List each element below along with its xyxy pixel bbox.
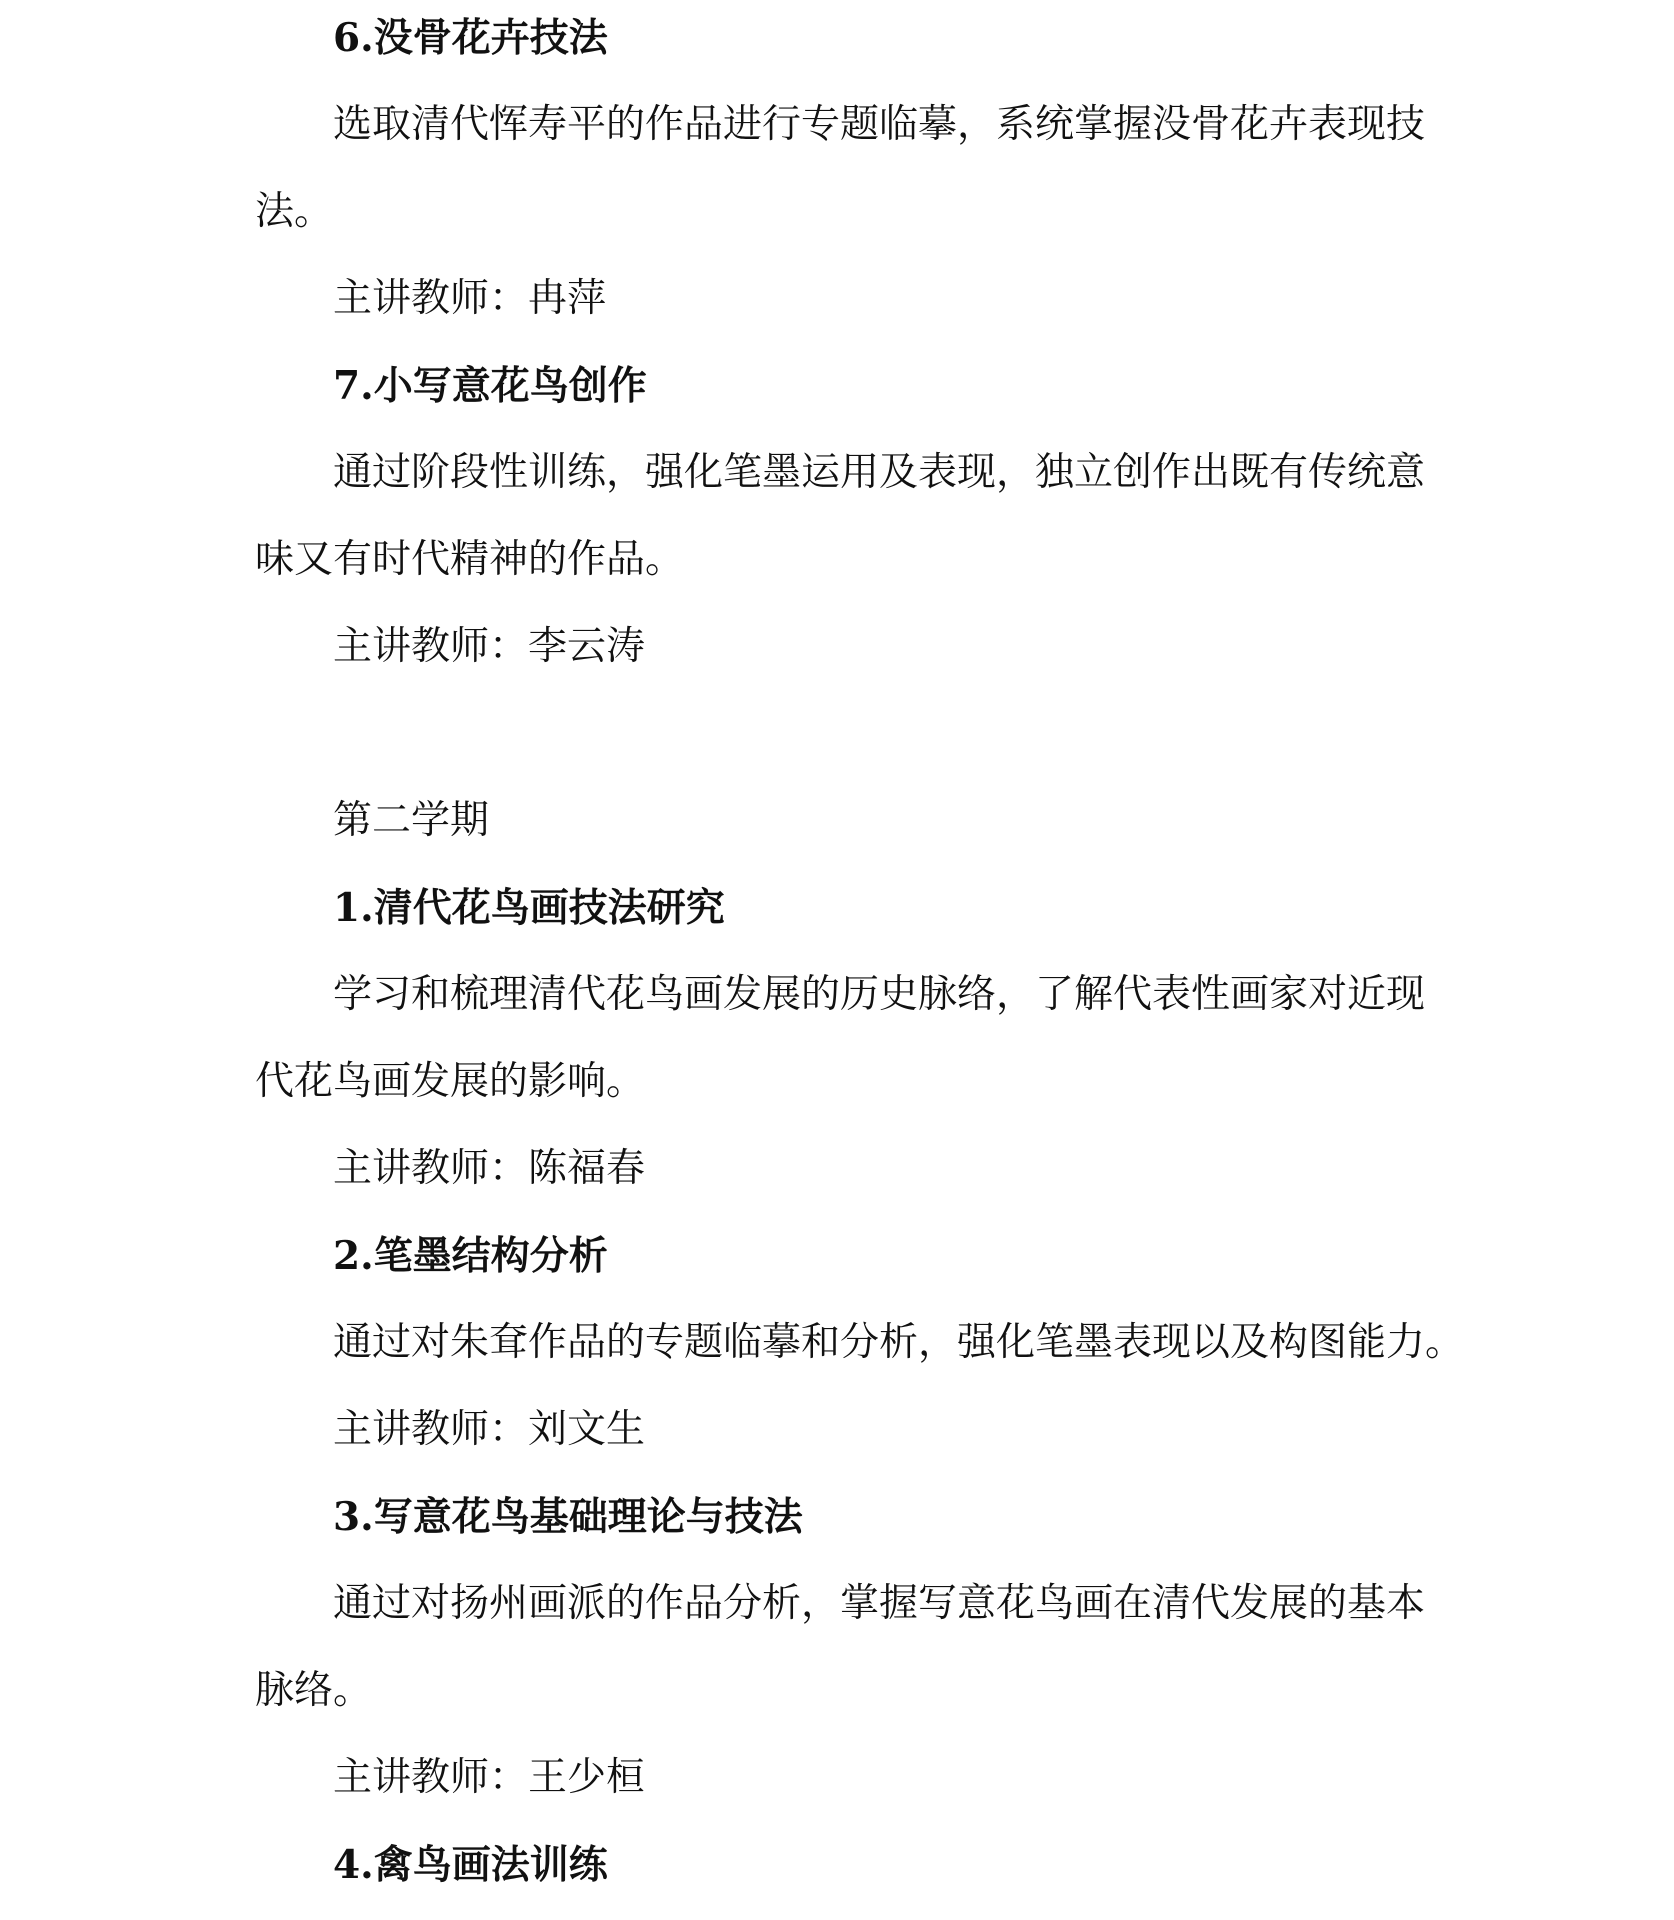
lecturer-s2-2: 主讲教师：刘文生 [333,1407,646,1452]
section-heading-s2-1: 1.清代花鸟画技法研究 [333,885,725,931]
section-heading-7: 7.小写意花鸟创作 [333,363,647,409]
paragraph-s2-1-line-2: 代花鸟画发展的影响。 [255,1059,646,1104]
paragraph-6-line-1: 选取清代恽寿平的作品进行专题临摹，系统掌握没骨花卉表现技 [333,102,1426,147]
paragraph-7-line-1: 通过阶段性训练，强化笔墨运用及表现，独立创作出既有传统意 [333,450,1426,495]
paragraph-s2-2-line-1: 通过对朱耷作品的专题临摹和分析，强化笔墨表现以及构图能力。 [333,1320,1465,1365]
lecturer-s2-3: 主讲教师：王少桓 [333,1755,646,1800]
section-heading-s2-3: 3.写意花鸟基础理论与技法 [333,1494,803,1540]
lecturer-s2-1: 主讲教师：陈福春 [333,1146,646,1191]
paragraph-6-line-2: 法。 [255,189,334,234]
section-heading-s2-2: 2.笔墨结构分析 [333,1233,608,1279]
lecturer-7: 主讲教师：李云涛 [333,624,646,669]
section-heading-6: 6.没骨花卉技法 [333,15,608,61]
lecturer-6: 主讲教师：冉萍 [333,276,607,321]
paragraph-s2-1-line-1: 学习和梳理清代花鸟画发展的历史脉络，了解代表性画家对近现 [333,972,1426,1017]
paragraph-s2-3-line-2: 脉络。 [255,1668,373,1713]
section-heading-s2-4: 4.禽鸟画法训练 [333,1842,608,1888]
paragraph-7-line-2: 味又有时代精神的作品。 [255,537,685,582]
paragraph-s2-3-line-1: 通过对扬州画派的作品分析，掌握写意花鸟画在清代发展的基本 [333,1581,1426,1626]
semester-heading: 第二学期 [333,798,490,843]
